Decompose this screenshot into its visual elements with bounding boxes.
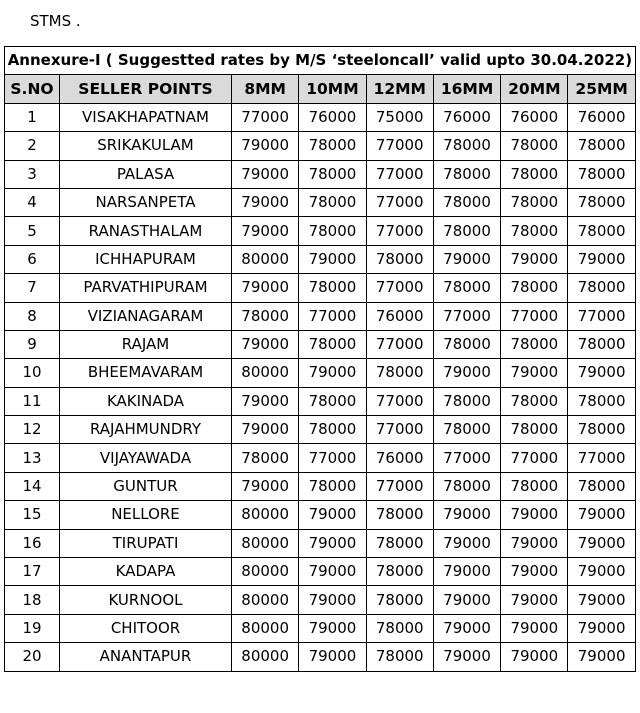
sno-cell: 4 (5, 188, 60, 216)
rate-12mm-cell: 77000 (366, 217, 433, 245)
rate-16mm-cell: 79000 (433, 643, 500, 671)
rate-20mm-cell: 79000 (501, 643, 568, 671)
table-row (5, 274, 636, 302)
table-row (5, 586, 636, 614)
table-title: Annexure-I ( Suggestted rates by M/S ‘steeloncall’ valid upto 30.04.2022) (5, 47, 636, 75)
table-body (5, 103, 636, 671)
rate-20mm-cell: 78000 (501, 416, 568, 444)
rate-20mm-cell: 76000 (501, 103, 568, 131)
column-header-12mm: 12MM (366, 75, 433, 103)
rate-8mm-cell: 80000 (232, 558, 299, 586)
rate-20mm-cell: 79000 (501, 529, 568, 557)
sno-cell: 6 (5, 245, 60, 273)
column-header-sno: S.NO (5, 75, 60, 103)
column-header-seller-points: SELLER POINTS (60, 75, 232, 103)
rate-16mm-cell: 77000 (433, 444, 500, 472)
rate-20mm-cell: 78000 (501, 217, 568, 245)
rate-16mm-cell: 78000 (433, 387, 500, 415)
rate-12mm-cell: 78000 (366, 359, 433, 387)
rate-10mm-cell: 78000 (299, 330, 366, 358)
seller-point-cell: ANANTAPUR (60, 643, 232, 671)
rate-12mm-cell: 78000 (366, 614, 433, 642)
seller-point-cell: NELLORE (60, 501, 232, 529)
rate-25mm-cell: 78000 (568, 188, 635, 216)
column-header-row (5, 75, 636, 103)
rate-25mm-cell: 79000 (568, 558, 635, 586)
rate-16mm-cell: 78000 (433, 274, 500, 302)
rate-10mm-cell: 79000 (299, 558, 366, 586)
rate-16mm-cell: 78000 (433, 472, 500, 500)
sno-cell: 1 (5, 103, 60, 131)
rate-10mm-cell: 78000 (299, 274, 366, 302)
seller-point-cell: RAJAM (60, 330, 232, 358)
sno-cell: 7 (5, 274, 60, 302)
rate-16mm-cell: 79000 (433, 245, 500, 273)
rate-8mm-cell: 79000 (232, 132, 299, 160)
rate-12mm-cell: 77000 (366, 274, 433, 302)
rate-25mm-cell: 79000 (568, 501, 635, 529)
column-header-16mm: 16MM (433, 75, 500, 103)
rate-8mm-cell: 79000 (232, 330, 299, 358)
seller-point-cell: VIJAYAWADA (60, 444, 232, 472)
rate-20mm-cell: 78000 (501, 274, 568, 302)
rate-10mm-cell: 78000 (299, 416, 366, 444)
rate-16mm-cell: 78000 (433, 160, 500, 188)
rate-16mm-cell: 78000 (433, 330, 500, 358)
seller-point-cell: SRIKAKULAM (60, 132, 232, 160)
rate-25mm-cell: 77000 (568, 302, 635, 330)
rate-12mm-cell: 76000 (366, 444, 433, 472)
table-row (5, 132, 636, 160)
rate-10mm-cell: 79000 (299, 359, 366, 387)
sno-cell: 18 (5, 586, 60, 614)
seller-point-cell: PALASA (60, 160, 232, 188)
rate-12mm-cell: 78000 (366, 529, 433, 557)
rate-10mm-cell: 78000 (299, 387, 366, 415)
rate-16mm-cell: 79000 (433, 614, 500, 642)
rate-25mm-cell: 79000 (568, 529, 635, 557)
seller-point-cell: RANASTHALAM (60, 217, 232, 245)
table-row (5, 529, 636, 557)
table-row (5, 103, 636, 131)
sno-cell: 12 (5, 416, 60, 444)
rate-12mm-cell: 78000 (366, 558, 433, 586)
rate-8mm-cell: 80000 (232, 586, 299, 614)
rate-8mm-cell: 78000 (232, 444, 299, 472)
seller-point-cell: KADAPA (60, 558, 232, 586)
rate-8mm-cell: 79000 (232, 274, 299, 302)
rate-10mm-cell: 78000 (299, 160, 366, 188)
rate-20mm-cell: 78000 (501, 472, 568, 500)
column-header-20mm: 20MM (501, 75, 568, 103)
rate-20mm-cell: 79000 (501, 558, 568, 586)
table-row (5, 614, 636, 642)
rate-25mm-cell: 78000 (568, 274, 635, 302)
rate-10mm-cell: 78000 (299, 132, 366, 160)
rate-20mm-cell: 79000 (501, 359, 568, 387)
rate-10mm-cell: 78000 (299, 217, 366, 245)
rate-12mm-cell: 77000 (366, 387, 433, 415)
rate-10mm-cell: 77000 (299, 444, 366, 472)
rate-10mm-cell: 79000 (299, 643, 366, 671)
rate-8mm-cell: 80000 (232, 529, 299, 557)
sno-cell: 13 (5, 444, 60, 472)
seller-point-cell: TIRUPATI (60, 529, 232, 557)
sno-cell: 10 (5, 359, 60, 387)
seller-point-cell: VIZIANAGARAM (60, 302, 232, 330)
rate-25mm-cell: 78000 (568, 387, 635, 415)
rate-20mm-cell: 77000 (501, 302, 568, 330)
rate-12mm-cell: 77000 (366, 416, 433, 444)
table-row (5, 217, 636, 245)
seller-point-cell: ICHHAPURAM (60, 245, 232, 273)
seller-point-cell: KURNOOL (60, 586, 232, 614)
rate-16mm-cell: 79000 (433, 359, 500, 387)
rate-16mm-cell: 79000 (433, 529, 500, 557)
rate-10mm-cell: 77000 (299, 302, 366, 330)
rate-12mm-cell: 78000 (366, 501, 433, 529)
sno-cell: 8 (5, 302, 60, 330)
table-row (5, 359, 636, 387)
rate-20mm-cell: 78000 (501, 387, 568, 415)
rate-10mm-cell: 79000 (299, 529, 366, 557)
seller-point-cell: PARVATHIPURAM (60, 274, 232, 302)
rate-16mm-cell: 79000 (433, 586, 500, 614)
sno-cell: 9 (5, 330, 60, 358)
rate-8mm-cell: 79000 (232, 472, 299, 500)
rate-16mm-cell: 78000 (433, 416, 500, 444)
rate-8mm-cell: 80000 (232, 245, 299, 273)
rate-25mm-cell: 77000 (568, 444, 635, 472)
column-header-25mm: 25MM (568, 75, 635, 103)
rate-10mm-cell: 78000 (299, 472, 366, 500)
sno-cell: 19 (5, 614, 60, 642)
table-title-row (5, 47, 636, 75)
rate-8mm-cell: 79000 (232, 160, 299, 188)
table-row (5, 416, 636, 444)
rate-10mm-cell: 79000 (299, 245, 366, 273)
rate-20mm-cell: 79000 (501, 586, 568, 614)
rate-20mm-cell: 78000 (501, 160, 568, 188)
seller-point-cell: GUNTUR (60, 472, 232, 500)
rate-12mm-cell: 77000 (366, 132, 433, 160)
rate-20mm-cell: 78000 (501, 188, 568, 216)
rate-20mm-cell: 77000 (501, 444, 568, 472)
rate-8mm-cell: 78000 (232, 302, 299, 330)
rate-25mm-cell: 79000 (568, 586, 635, 614)
table-row (5, 245, 636, 273)
rate-25mm-cell: 78000 (568, 416, 635, 444)
rate-12mm-cell: 78000 (366, 245, 433, 273)
rate-8mm-cell: 79000 (232, 416, 299, 444)
rate-16mm-cell: 77000 (433, 302, 500, 330)
rate-10mm-cell: 79000 (299, 614, 366, 642)
rate-8mm-cell: 80000 (232, 501, 299, 529)
table-row (5, 302, 636, 330)
rate-16mm-cell: 76000 (433, 103, 500, 131)
rate-10mm-cell: 76000 (299, 103, 366, 131)
rate-12mm-cell: 77000 (366, 330, 433, 358)
rate-12mm-cell: 77000 (366, 160, 433, 188)
table-row (5, 444, 636, 472)
seller-point-cell: RAJAHMUNDRY (60, 416, 232, 444)
sno-cell: 3 (5, 160, 60, 188)
rate-25mm-cell: 79000 (568, 614, 635, 642)
rate-25mm-cell: 78000 (568, 132, 635, 160)
rate-12mm-cell: 77000 (366, 472, 433, 500)
table-row (5, 330, 636, 358)
sno-cell: 11 (5, 387, 60, 415)
rate-20mm-cell: 78000 (501, 330, 568, 358)
rate-16mm-cell: 78000 (433, 188, 500, 216)
seller-point-cell: CHITOOR (60, 614, 232, 642)
rate-25mm-cell: 78000 (568, 330, 635, 358)
rate-25mm-cell: 78000 (568, 217, 635, 245)
table-row (5, 188, 636, 216)
rate-16mm-cell: 79000 (433, 501, 500, 529)
seller-point-cell: VISAKHAPATNAM (60, 103, 232, 131)
rate-20mm-cell: 79000 (501, 245, 568, 273)
rate-12mm-cell: 75000 (366, 103, 433, 131)
rate-16mm-cell: 78000 (433, 132, 500, 160)
sno-cell: 20 (5, 643, 60, 671)
rate-8mm-cell: 79000 (232, 188, 299, 216)
sno-cell: 14 (5, 472, 60, 500)
rates-table (4, 46, 636, 672)
rate-8mm-cell: 79000 (232, 217, 299, 245)
rate-10mm-cell: 78000 (299, 188, 366, 216)
rate-25mm-cell: 78000 (568, 472, 635, 500)
table-row (5, 472, 636, 500)
rate-16mm-cell: 79000 (433, 558, 500, 586)
rate-20mm-cell: 78000 (501, 132, 568, 160)
document-header: STMS . (30, 12, 81, 30)
rate-8mm-cell: 77000 (232, 103, 299, 131)
rate-10mm-cell: 79000 (299, 586, 366, 614)
rate-12mm-cell: 77000 (366, 188, 433, 216)
table-row (5, 387, 636, 415)
table-row (5, 558, 636, 586)
rate-20mm-cell: 79000 (501, 614, 568, 642)
sno-cell: 16 (5, 529, 60, 557)
rate-25mm-cell: 79000 (568, 359, 635, 387)
rate-16mm-cell: 78000 (433, 217, 500, 245)
table-row (5, 160, 636, 188)
sno-cell: 5 (5, 217, 60, 245)
rate-10mm-cell: 79000 (299, 501, 366, 529)
rate-8mm-cell: 80000 (232, 643, 299, 671)
rate-12mm-cell: 78000 (366, 586, 433, 614)
sno-cell: 15 (5, 501, 60, 529)
rate-12mm-cell: 78000 (366, 643, 433, 671)
rate-25mm-cell: 79000 (568, 245, 635, 273)
rate-8mm-cell: 80000 (232, 359, 299, 387)
seller-point-cell: BHEEMAVARAM (60, 359, 232, 387)
table-row (5, 501, 636, 529)
sno-cell: 2 (5, 132, 60, 160)
rate-12mm-cell: 76000 (366, 302, 433, 330)
column-header-8mm: 8MM (232, 75, 299, 103)
column-header-10mm: 10MM (299, 75, 366, 103)
rate-8mm-cell: 79000 (232, 387, 299, 415)
table-row (5, 643, 636, 671)
seller-point-cell: NARSANPETA (60, 188, 232, 216)
rate-25mm-cell: 76000 (568, 103, 635, 131)
rate-20mm-cell: 79000 (501, 501, 568, 529)
rate-8mm-cell: 80000 (232, 614, 299, 642)
seller-point-cell: KAKINADA (60, 387, 232, 415)
sno-cell: 17 (5, 558, 60, 586)
rate-25mm-cell: 78000 (568, 160, 635, 188)
rate-25mm-cell: 79000 (568, 643, 635, 671)
